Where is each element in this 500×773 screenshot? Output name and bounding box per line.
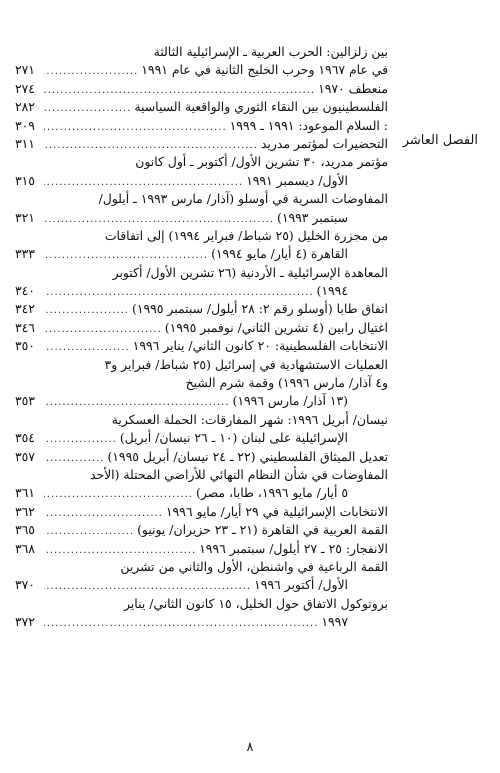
toc-line xyxy=(15,337,388,355)
dot-leader xyxy=(44,137,258,153)
toc-page-number: ٣٧٢ xyxy=(15,614,35,630)
dot-leader xyxy=(44,578,251,594)
dot-leader xyxy=(44,100,131,116)
toc-line xyxy=(15,613,388,631)
toc-page-number: ٣٤٦ xyxy=(15,319,35,335)
toc-line xyxy=(15,392,388,410)
toc-page-number: ٢٧١ xyxy=(15,62,35,78)
dot-leader xyxy=(44,450,104,466)
toc-page-number: ٣٥٣ xyxy=(15,393,35,409)
dot-leader xyxy=(44,523,134,539)
toc-line xyxy=(15,153,388,171)
toc-entry-text: الانفجار: ٢٥ ـ ٢٧ أيلول/ سبتمبر ١٩٩٦ xyxy=(199,540,388,556)
dot-leader xyxy=(44,431,117,447)
toc-entry-text: الأول/ أكتوبر ١٩٩٦ xyxy=(254,577,348,593)
toc-entry-text: و٤ آذار/ مارس ١٩٩٦) وقمة شرم الشيخ xyxy=(185,375,388,391)
toc-entry-text: ١٩٩٤) xyxy=(316,283,348,299)
dot-leader xyxy=(44,321,162,337)
toc-entry-text: سبتمبر ١٩٩٣) xyxy=(276,209,348,225)
toc-page-number: ٣٣٣ xyxy=(15,246,35,262)
toc-entry-text: التحضيرات لمؤتمر مدريد xyxy=(260,135,388,151)
toc-entry-text: تعديل الميثاق الفلسطيني (٢٢ ـ ٢٤ نيسان/ أبريل ١٩٩٥) xyxy=(107,448,388,464)
toc-entry-text: القمة الرباعية في واشنطن، الأول والثاني من تشرين xyxy=(120,558,388,574)
toc-page-number: ٣١٥ xyxy=(15,172,35,188)
toc-entry-text: القاهرة (٤ أيار/ مايو ١٩٩٤) xyxy=(211,246,348,262)
toc-line xyxy=(15,411,388,429)
toc-entry-text: اغتيال رابين (٤ تشرين الثاني/ نوفمبر ١٩٩٥) xyxy=(164,319,388,335)
toc-entry-text: بروتوكول الاتفاق حول الخليل، ١٥ كانون الثاني/ يناير xyxy=(124,595,388,611)
toc-page-number: ٣٦٢ xyxy=(15,503,35,519)
toc-line xyxy=(15,117,388,135)
toc-page-number: ٣٥٤ xyxy=(15,430,35,446)
dot-leader xyxy=(44,247,208,263)
toc-entry-text: الانتخابات الإسرائيلية في ٢٩ أيار/ مايو ١٩٩٦ xyxy=(165,503,388,519)
toc-line xyxy=(15,172,388,190)
dot-leader xyxy=(44,211,274,227)
toc-line xyxy=(15,209,388,227)
toc-entry-text: (١٣ آذار/ مارس ١٩٩٦) xyxy=(232,393,348,409)
toc-entry-text: نيسان/ أبريل ١٩٩٦: شهر المفارقات: الحملة العسكرية xyxy=(111,411,388,427)
chapter-label: الفصل العاشر xyxy=(402,133,478,148)
toc-page-number: ٢٧٤ xyxy=(15,80,35,96)
toc-entry-text: اتفاق طابا (أوسلو رقم ٢: ٢٨ أيلول/ سبتمبر ١٩٩٥) xyxy=(131,301,388,317)
dot-leader xyxy=(44,486,193,502)
toc-entry-text: العمليات الاستشهادية في إسرائيل (٢٥ شباط/ فبراير و٣ xyxy=(104,356,388,372)
toc-entry-text: في عام ١٩٦٧ وحرب الخليج الثانية في عام ١٩٩١ xyxy=(141,62,388,78)
table-of-contents xyxy=(15,43,388,632)
dot-leader xyxy=(44,302,129,318)
toc-page-number: ٣٢١ xyxy=(15,209,35,225)
toc-line xyxy=(15,521,388,539)
toc-line xyxy=(15,227,388,245)
toc-entry-text: بين زلزالين: الحرب العربية ـ الإسرائيلية الثالثة xyxy=(153,44,388,59)
toc-line xyxy=(15,282,388,300)
toc-line xyxy=(15,356,388,374)
toc-entry-text: الانتخابات الفلسطينية: ٢٠ كانون الثاني/ يناير ١٩٩٦ xyxy=(132,338,388,354)
toc-page-number: ٣٦١ xyxy=(15,485,35,501)
dot-leader xyxy=(44,63,138,79)
dot-leader xyxy=(44,284,314,300)
toc-line xyxy=(15,448,388,466)
toc-line xyxy=(15,503,388,521)
toc-page-number: ٣٤٢ xyxy=(15,301,35,317)
toc-entry-text: القمة العربية في القاهرة (٢١ ـ ٢٣ حزيران/ يونيو) xyxy=(137,522,388,538)
toc-line xyxy=(15,135,388,153)
dot-leader xyxy=(44,505,163,521)
toc-line xyxy=(15,484,388,502)
toc-page-number: ٣١١ xyxy=(15,135,35,151)
page-number: ٨ xyxy=(246,740,254,755)
toc-entry-text: منعطف ١٩٧٠ xyxy=(318,80,388,96)
toc-line xyxy=(15,466,388,484)
toc-entry-text: ٥ أيار/ مايو ١٩٩٦، طابا، مصر) xyxy=(196,485,348,501)
toc-line xyxy=(15,595,388,613)
toc-page-number: ٣٦٥ xyxy=(15,522,35,538)
toc-line xyxy=(15,576,388,594)
toc-line xyxy=(15,245,388,263)
toc-entry-text: الفلسطينيون بين النقاء الثوري والواقعية السياسية xyxy=(134,99,388,115)
dot-leader xyxy=(44,615,318,631)
toc-line xyxy=(15,98,388,116)
toc-entry-text: : السلام الموعود: ١٩٩١ ـ ١٩٩٩ xyxy=(229,117,388,133)
toc-page-number: ٣٥٧ xyxy=(15,448,35,464)
toc-entry-text: المعاهدة الإسرائيلية ـ الأردنية (٢٦ تشرين الأول/ أكتوبر xyxy=(112,264,388,280)
toc-entry-text: الإسرائيلية على لبنان (١٠ ـ ٢٦ نيسان/ أبريل) xyxy=(119,430,348,446)
toc-line xyxy=(15,43,388,61)
toc-page-number: ٣٧٠ xyxy=(15,577,35,593)
dot-leader xyxy=(44,119,227,135)
dot-leader xyxy=(44,394,229,410)
dot-leader xyxy=(44,339,130,355)
toc-line xyxy=(15,61,388,79)
toc-line xyxy=(15,374,388,392)
toc-entry-text: من مجزرة الخليل (٢٥ شباط/ فبراير ١٩٩٤) إلى اتفاقات xyxy=(104,227,388,243)
toc-entry-text: المفاوضات السرية في أوسلو (آذار/ مارس ١٩٩٣ ـ أيلول/ xyxy=(98,191,388,207)
toc-line xyxy=(15,80,388,98)
dot-leader xyxy=(44,174,243,190)
toc-line xyxy=(15,319,388,337)
toc-page-number: ٣٦٨ xyxy=(15,540,35,556)
toc-line xyxy=(15,190,388,208)
toc-line xyxy=(15,540,388,558)
toc-line xyxy=(15,429,388,447)
toc-page-number: ٣٥٠ xyxy=(15,338,35,354)
dot-leader xyxy=(44,542,196,558)
toc-entry-text: الأول/ ديسمبر ١٩٩١ xyxy=(246,172,348,188)
toc-page-number: ٣٤٠ xyxy=(15,283,35,299)
toc-line xyxy=(15,558,388,576)
toc-line xyxy=(15,300,388,318)
toc-entry-text: المفاوضات في شأن النظام النهائي للأراضي المحتلة (الأحد xyxy=(89,466,388,482)
dot-leader xyxy=(44,82,315,98)
toc-entry-text: مؤتمر مدريد، ٣٠ تشرين الأول/ أكتوبر ـ أول كانون xyxy=(135,154,388,170)
toc-page-number: ٣٠٩ xyxy=(15,117,35,133)
toc-page-number: ٢٨٢ xyxy=(15,99,35,115)
toc-entry-text: ١٩٩٧ xyxy=(321,614,348,630)
toc-line xyxy=(15,264,388,282)
